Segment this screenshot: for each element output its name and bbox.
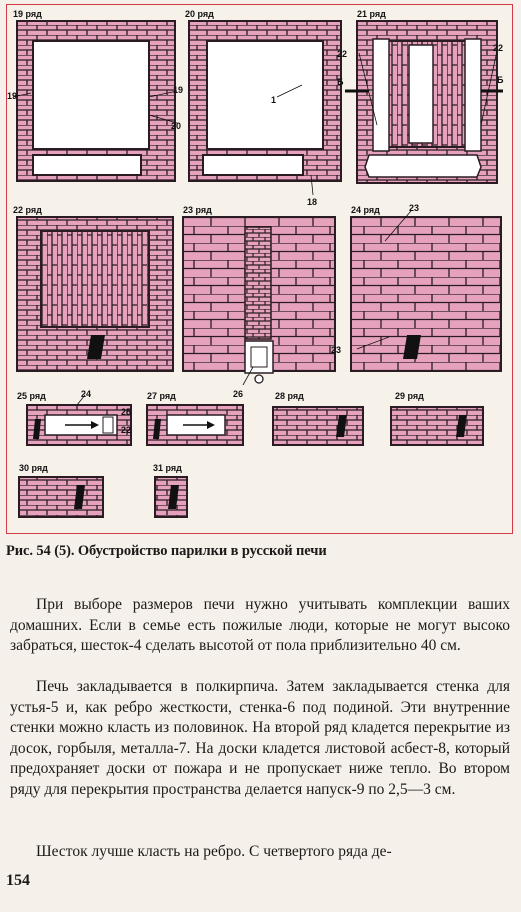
figure-caption: Рис. 54 (5). Обустройство парилки в русской печи	[6, 543, 327, 559]
masonry-diagram	[7, 5, 514, 535]
figure-frame	[6, 4, 513, 534]
plan-row-21	[345, 21, 503, 183]
plan-row-27	[147, 405, 243, 445]
callout-19a: 19	[7, 91, 18, 101]
callout-b-left: Б	[337, 77, 344, 87]
callout-22a: 22	[337, 49, 348, 59]
callout-20: 20	[171, 121, 182, 131]
callout-18: 18	[307, 197, 318, 207]
row-label-25: 25 ряд	[17, 391, 46, 401]
row-label-22: 22 ряд	[13, 205, 42, 215]
row-label-20: 20 ряд	[185, 9, 214, 19]
plan-row-31	[155, 477, 187, 517]
callout-22c: 22	[121, 425, 132, 435]
callout-23b: 23	[331, 345, 342, 355]
plan-row-24	[351, 211, 501, 371]
callout-24: 24	[81, 389, 92, 399]
callout-26: 26	[233, 389, 244, 399]
plan-row-20	[189, 21, 341, 195]
callout-b-right: Б	[497, 75, 504, 85]
plan-row-22	[17, 217, 173, 371]
row-label-19: 19 ряд	[13, 9, 42, 19]
callout-22b: 22	[493, 43, 504, 53]
row-label-28: 28 ряд	[275, 391, 304, 401]
row-label-27: 27 ряд	[147, 391, 176, 401]
row-label-31: 31 ряд	[153, 463, 182, 473]
row-label-24: 24 ряд	[351, 205, 380, 215]
plan-row-30	[19, 477, 103, 517]
row-label-29: 29 ряд	[395, 391, 424, 401]
callout-23a: 23	[409, 203, 420, 213]
callout-25: 25	[121, 407, 132, 417]
paragraph-3: Шесток лучше класть на ребро. С четвертого ряда де-	[36, 843, 392, 860]
plan-row-29	[391, 407, 483, 445]
callout-1: 1	[271, 95, 277, 105]
plan-row-19	[13, 21, 177, 181]
page-number: 154	[6, 872, 30, 889]
plan-row-28	[273, 407, 363, 445]
row-label-30: 30 ряд	[19, 463, 48, 473]
row-label-21: 21 ряд	[357, 9, 386, 19]
paragraph-1: При выборе размеров печи нужно учитывать комплекции ваших домашних. Если в семье есть пожилые люди, которые не могут высоко забраться, шесток-4 сделать высотой от пола приблизительно 40 см.	[10, 596, 510, 654]
plan-row-23	[183, 217, 335, 385]
callout-19b: 19	[173, 85, 184, 95]
row-label-23: 23 ряд	[183, 205, 212, 215]
plan-row-25	[27, 395, 131, 445]
paragraph-2: Печь закладывается в полкирпича. Затем закладывается стенка для устья-5 и, как ребро жесткости, стенка-6 под подиной. Эти внутренние стенки можно класть из половинок. На второй ряд кладется перекрытие из досок, горбыля, металла-7. На доски кладется листовой асбест-8, который предохраняет доски от пожара и не пропускает ниже тепло. Во втором ряду для перекрытия пространства делается напуск-9 по 2,5—3 см.	[10, 678, 510, 798]
